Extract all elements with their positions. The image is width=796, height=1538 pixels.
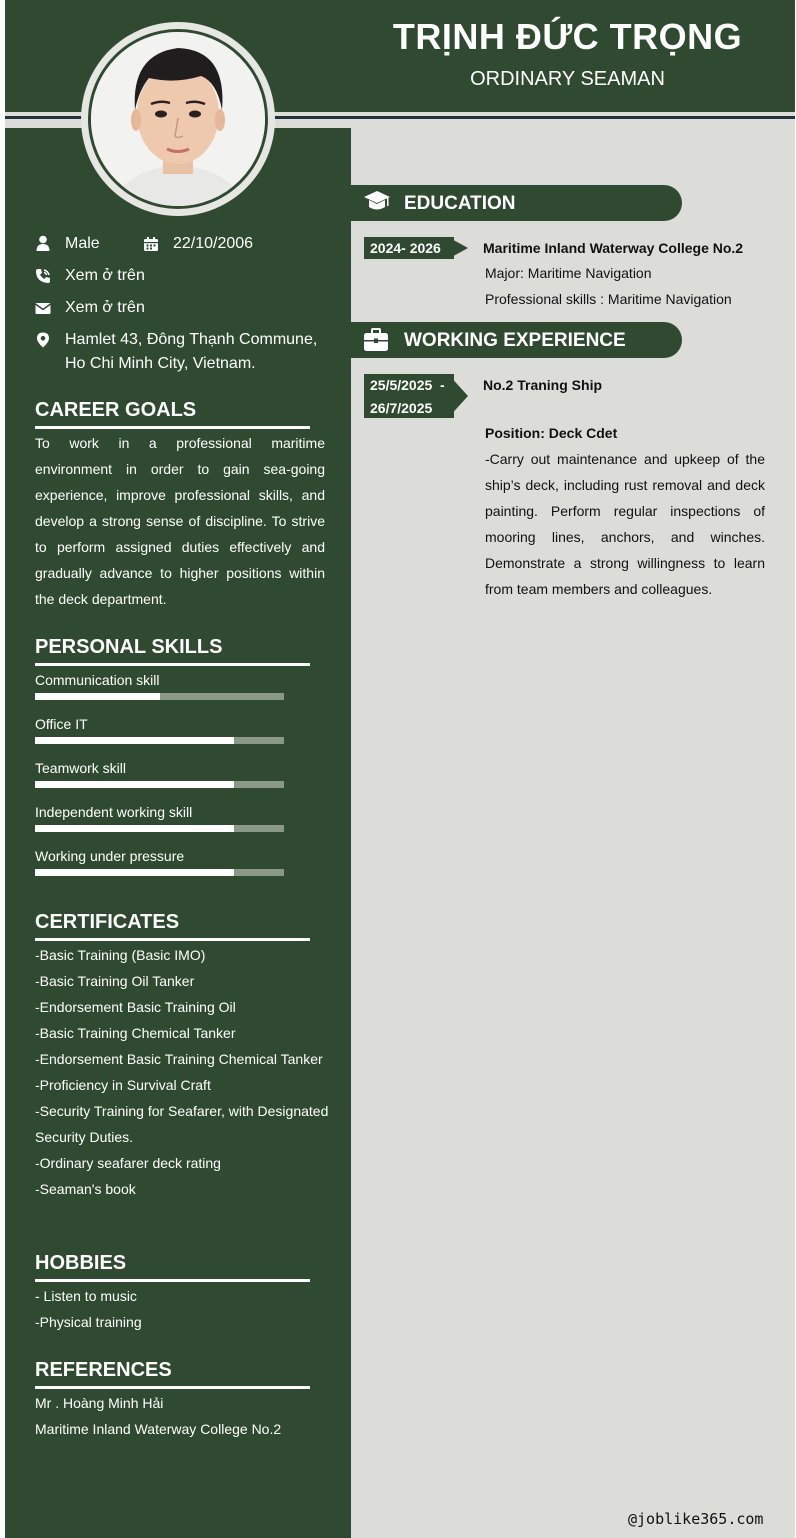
skill-label: Independent working skill <box>35 804 193 820</box>
certificates-title: CERTIFICATES <box>35 911 180 933</box>
experience-period-arrow <box>448 374 468 418</box>
skill-bar-fill <box>35 869 234 876</box>
career-goals-title: CAREER GOALS <box>35 399 197 421</box>
briefcase-icon <box>363 328 389 353</box>
avatar <box>91 32 265 206</box>
certificate-item: -Seaman's book <box>35 1181 136 1197</box>
location-pin-icon <box>35 332 51 348</box>
phone-icon <box>35 268 51 284</box>
mail-icon <box>35 300 51 316</box>
career-goals-text: To work in a professional maritime environment in order to gain sea-going experience, improve professional skills, and develop a strong sense of discipline. To strive to perform assigned duties effectively and gradually advance to higher positions within the deck department. <box>35 435 325 607</box>
references-title: REFERENCES <box>35 1359 172 1381</box>
graduation-cap-icon <box>363 190 391 216</box>
experience-position: Position: Deck Cdet <box>485 425 618 441</box>
skill-bar <box>35 693 284 700</box>
education-skills: Professional skills : Maritime Navigation <box>485 291 732 307</box>
experience-title: WORKING EXPERIENCE <box>404 330 626 351</box>
experience-period-end: 26/7/2025 <box>370 400 433 416</box>
education-period: 2024- 2026 <box>364 237 454 259</box>
hobbies-underline <box>35 1279 310 1282</box>
certificate-item: -Proficiency in Survival Craft <box>35 1077 211 1093</box>
birthdate: 22/10/2006 <box>173 235 254 252</box>
skill-label: Working under pressure <box>35 848 185 864</box>
education-title: EDUCATION <box>404 193 516 214</box>
user-icon <box>35 235 51 251</box>
education-school: Maritime Inland Waterway College No.2 <box>483 240 744 256</box>
skill-bar-fill <box>35 825 234 832</box>
experience-company: No.2 Traning Ship <box>483 377 603 393</box>
skill-bar <box>35 781 284 788</box>
candidate-name: TRỊNH ĐỨC TRỌNG <box>392 16 743 57</box>
experience-period-box <box>364 374 454 418</box>
hobby-item: -Physical training <box>35 1314 142 1330</box>
certificate-item: -Basic Training (Basic IMO) <box>35 947 206 963</box>
hobbies-title: HOBBIES <box>35 1252 127 1274</box>
skill-bar <box>35 869 284 876</box>
skill-label: Communication skill <box>35 672 160 688</box>
personal-skills-underline <box>35 663 310 666</box>
address-line-1: Hamlet 43, Đông Thạnh Commune, <box>65 331 318 348</box>
skill-bar-fill <box>35 781 234 788</box>
skill-bar-fill <box>35 737 234 744</box>
reference-item: Mr . Hoàng Minh Hải <box>35 1395 164 1411</box>
job-title: ORDINARY SEAMAN <box>470 68 665 90</box>
education-header <box>351 185 682 221</box>
skill-label: Teamwork skill <box>35 760 127 776</box>
calendar-icon <box>143 236 159 252</box>
certificates-underline <box>35 938 310 941</box>
certificate-item: -Endorsement Basic Training Chemical Tanker <box>35 1051 323 1067</box>
personal-skills-title: PERSONAL SKILLS <box>35 636 223 658</box>
career-goals-underline <box>35 426 310 429</box>
experience-description: -Carry out maintenance and upkeep of the ship’s deck, including rust removal and deck painting. Perform regular inspections of mooring lines, anchors, and winches. Demonstrate a strong willingness to learn from team members and colleagues. <box>485 451 765 597</box>
skill-bar <box>35 825 284 832</box>
hobby-item: - Listen to music <box>35 1288 137 1304</box>
watermark: @joblike365.com <box>628 1510 764 1528</box>
skill-bar-fill <box>35 693 160 700</box>
address-line-2: Ho Chi Minh City, Vietnam. <box>65 355 256 372</box>
phone: Xem ở trên <box>65 267 145 284</box>
education-period-arrow <box>448 237 468 259</box>
skill-bar <box>35 737 284 744</box>
certificate-item: -Basic Training Oil Tanker <box>35 973 195 989</box>
skill-label: Office IT <box>35 716 88 732</box>
certificate-item: -Basic Training Chemical Tanker <box>35 1025 236 1041</box>
certificate-item: -Security Training for Seafarer, with Designated Security Duties. <box>35 1103 329 1145</box>
education-major: Major: Maritime Navigation <box>485 265 652 281</box>
gender: Male <box>65 235 100 252</box>
experience-period-start: 25/5/2025 - <box>370 377 445 393</box>
reference-item: Maritime Inland Waterway College No.2 <box>35 1421 282 1437</box>
references-underline <box>35 1386 310 1389</box>
email: Xem ở trên <box>65 299 145 316</box>
certificate-item: -Ordinary seafarer deck rating <box>35 1155 221 1171</box>
certificate-item: -Endorsement Basic Training Oil <box>35 999 236 1015</box>
